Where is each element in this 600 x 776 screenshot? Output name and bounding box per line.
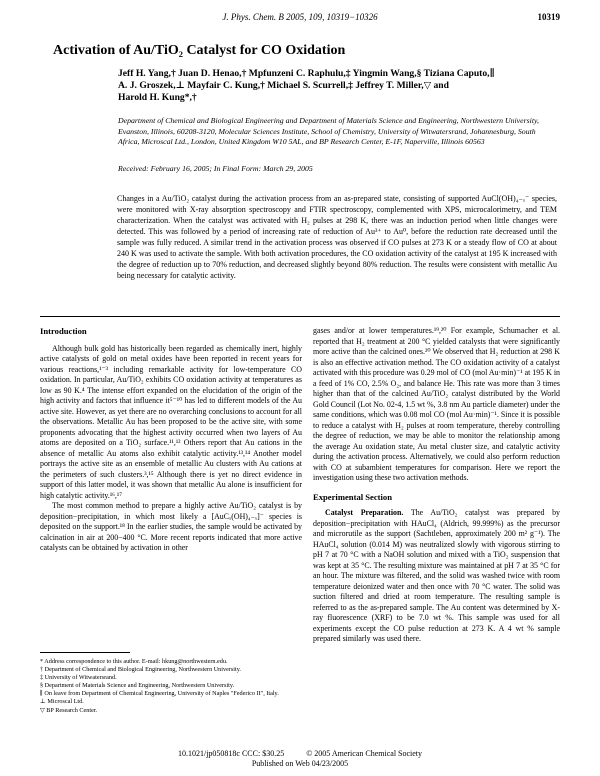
footnote: ⊥ Microscal Ltd.	[40, 698, 84, 706]
paragraph	[313, 508, 560, 645]
right-column	[313, 326, 560, 645]
footnote: ∥ On leave from Department of Chemical Engineering, University of Naples "Federico II", Italy.	[40, 690, 279, 698]
footnote: * Address correspondence to this author. E-mail: hkung@northwestern.edu.	[40, 658, 228, 665]
page-number: 10319	[537, 12, 560, 22]
paragraph: gases and/or at lower temperatures.¹⁹,²⁰ For example, Schumacher et al. reported that H₂ treatment at 200 °C yielded catalysts that were significantly more active than the calcined ones.²⁰ We observed that H₂ reduction at 298 K is also an effective activation method. The CO oxidation activity of a catalyst activated with this procedure was 0.29 mol of CO (mol Au·min)⁻¹ at 195 K in a feed of 1% CO, 2.5% O₂, and balance He. This rate was more than 3 times higher than that of the calcined Au/TiO₂ catalyst distributed by the World Gold Council (Lot No. 02-4, 1.5 wt %, 3.8 nm Au particle diameter) under the same conditions, which was 0.08 mol CO (mol Au·min)⁻¹. Since it is possible to reduce a catalyst with H₂ pulses at room temperature, thereby controlling the degree of reduction, we may be able to monitor the relationship among the average Au oxidation state, Au metal cluster size, and catalytic activity during the activation process. Alternatively, we could also perform reduction with CO at subambient temperatures for comparison. Here we report the investigation using these two activation methods.	[313, 326, 560, 482]
journal-citation: J. Phys. Chem. B 2005, 109, 10319−10326	[222, 12, 378, 22]
footnote: ‡ University of Witwatersrand.	[40, 674, 117, 682]
paragraph: The most common method to prepare a highly active Au/TiO₂ catalyst is by deposition−precipitation, in which most likely a [AuCₓ(OH)₄₋ₓ]⁻ species is deposited on the support.¹⁸ In the earlier studies, the sample would be activated by calcination in air at 200−400 °C. More recent reports indicated that more active catalysts can be obtained by activation in other	[40, 501, 302, 552]
article-title: Activation of Au/TiO₂ Catalyst for CO Oxidation	[53, 43, 346, 58]
footnote: § Department of Materials Science and Engineering, Northwestern University.	[40, 682, 235, 690]
author-line: A. J. Groszek,⊥ Mayfair C. Kung,† Michael S. Scurrell,‡ Jeffrey T. Miller,▽ and	[118, 80, 449, 91]
experimental-heading: Experimental Section	[313, 491, 393, 502]
footnote: † Department of Chemical and Biological Engineering, Northwestern University.	[40, 666, 241, 674]
running-header	[40, 12, 560, 26]
left-column	[40, 326, 302, 554]
publication-date: Published on Web 04/23/2005	[251, 759, 349, 768]
footnote: ▽ BP Research Center.	[40, 706, 98, 714]
abstract-divider	[40, 316, 560, 317]
introduction-heading: Introduction	[40, 326, 87, 336]
abstract: Changes in a Au/TiO₂ catalyst during the activation process from an as-prepared state, consisting of supported AuCl(OH)₄₋ₓ⁻ species, were monitored with X-ray absorption spectroscopy and FTIR spectroscopy, complemented with XPS, microcalorimetry, and TEM characterization. When the catalyst was activated with H₂ pulses at 298 K, there was an induction period when little changes were detected. This was followed by a period of increasing rate of reduction of Au³⁺ to Au⁰, before the reduction rate decreased until the sample was fully reduced. A similar trend in the activation process was observed if CO pulses at 273 K or a steady flow of CO at about 240 K was used to activate the sample. With both activation procedures, the CO oxidation activity of the catalyst at 195 K increased with the degree of reduction up to 70% reduction, and decreased slightly beyond 80% reduction. The results were consistent with metallic Au being necessary for catalytic activity.	[117, 194, 557, 280]
doi-line: 10.1021/jp050818c CCC: $30.25	[177, 749, 285, 758]
copyright-line: © 2005 American Chemical Society	[306, 749, 423, 758]
subsection-runin: Catalyst Preparation.	[325, 508, 404, 517]
page-footer	[40, 749, 560, 769]
paragraph: Although bulk gold has historically been regarded as chemically inert, highly active catalysts of gold on metal oxides have been reported in recent years for various reactions,¹⁻³ including remarkable activity for low-temperature CO oxidation. In particular, Au/TiO₂ exhibits CO oxidation activity at temperatures as low as 90 K.⁴ The intense effort expanded on the elucidation of the origin of the high activity and factors that influence it⁵⁻¹⁰ has led to different models of the Au active site. However, as yet there are no overarching conclusions to account for all the observations. Metallic Au has been proposed to be the active site, with some proponents advocating that the highest activity occurred when two layers of Au atoms are deposited on a TiO₂ surface.¹¹,¹² Others report that Au cations in the absence of metallic Au atoms also exhibit catalytic activity.¹³,¹⁴ Another model portrays the active site as an ensemble of metallic Au clusters with Au cations at the perimeters of such clusters.³,¹⁵ Although there is yet no direct evidence in support of this latter model, it was shown that metallic Au alone is insufficient for high catalytic activity.¹⁶,¹⁷	[40, 343, 302, 500]
author-list	[118, 68, 558, 104]
paragraph-text: The Au/TiO₂ catalyst was prepared by deposition−precipitation with HAuCl₄ (Aldrich, 99.999%) as the precursor and microrutile as the support (Sachtleben, approximately 200 m² g⁻¹). The HAuCl₄ solution (0.014 M) was neutralized slowly with vigorous stirring to pH 7 at 70 °C with a NaOH solution and mixed with a TiO₂ suspension that was kept at 35 °C. The resulting mixture was maintained at pH 7 at 35 °C for an hour. The mixture was filtered, and the solid was washed twice with room temperature deionized water and then once with 70 °C water. The solid was suction filtered and dried at room temperature. The resulting sample is referred to as the as-prepared sample. The Au content was determined by X-ray fluorescence (XRF) to be 7.0 wt %. This sample was used for all experiments except the CO pulse reduction at 273 K. A 4 wt % sample prepared similarly was used there.	[313, 508, 560, 643]
footnotes	[40, 658, 302, 715]
affiliations: Department of Chemical and Biological Engineering and Department of Materials Science and Engineering, Northwestern University, Evanston, Illinois, 60208-3120, Molecular Sciences Institute, School of Chemistry, University of Witwatersrand, Johannesburg, South Africa, Microscal Ltd., London, United Kingdom W10 5AL, and BP Research Center, E-1F, Naperville, Illinois 60563	[118, 116, 539, 146]
footnote-divider	[40, 652, 130, 653]
received-dates: Received: February 16, 2005; In Final Form: March 29, 2005	[118, 164, 313, 173]
author-line: Harold H. Kung*,†	[118, 92, 197, 103]
author-line: Jeff H. Yang,† Juan D. Henao,† Mpfunzeni C. Raphulu,‡ Yingmin Wang,§ Tiziana Caputo,∥	[118, 68, 495, 79]
